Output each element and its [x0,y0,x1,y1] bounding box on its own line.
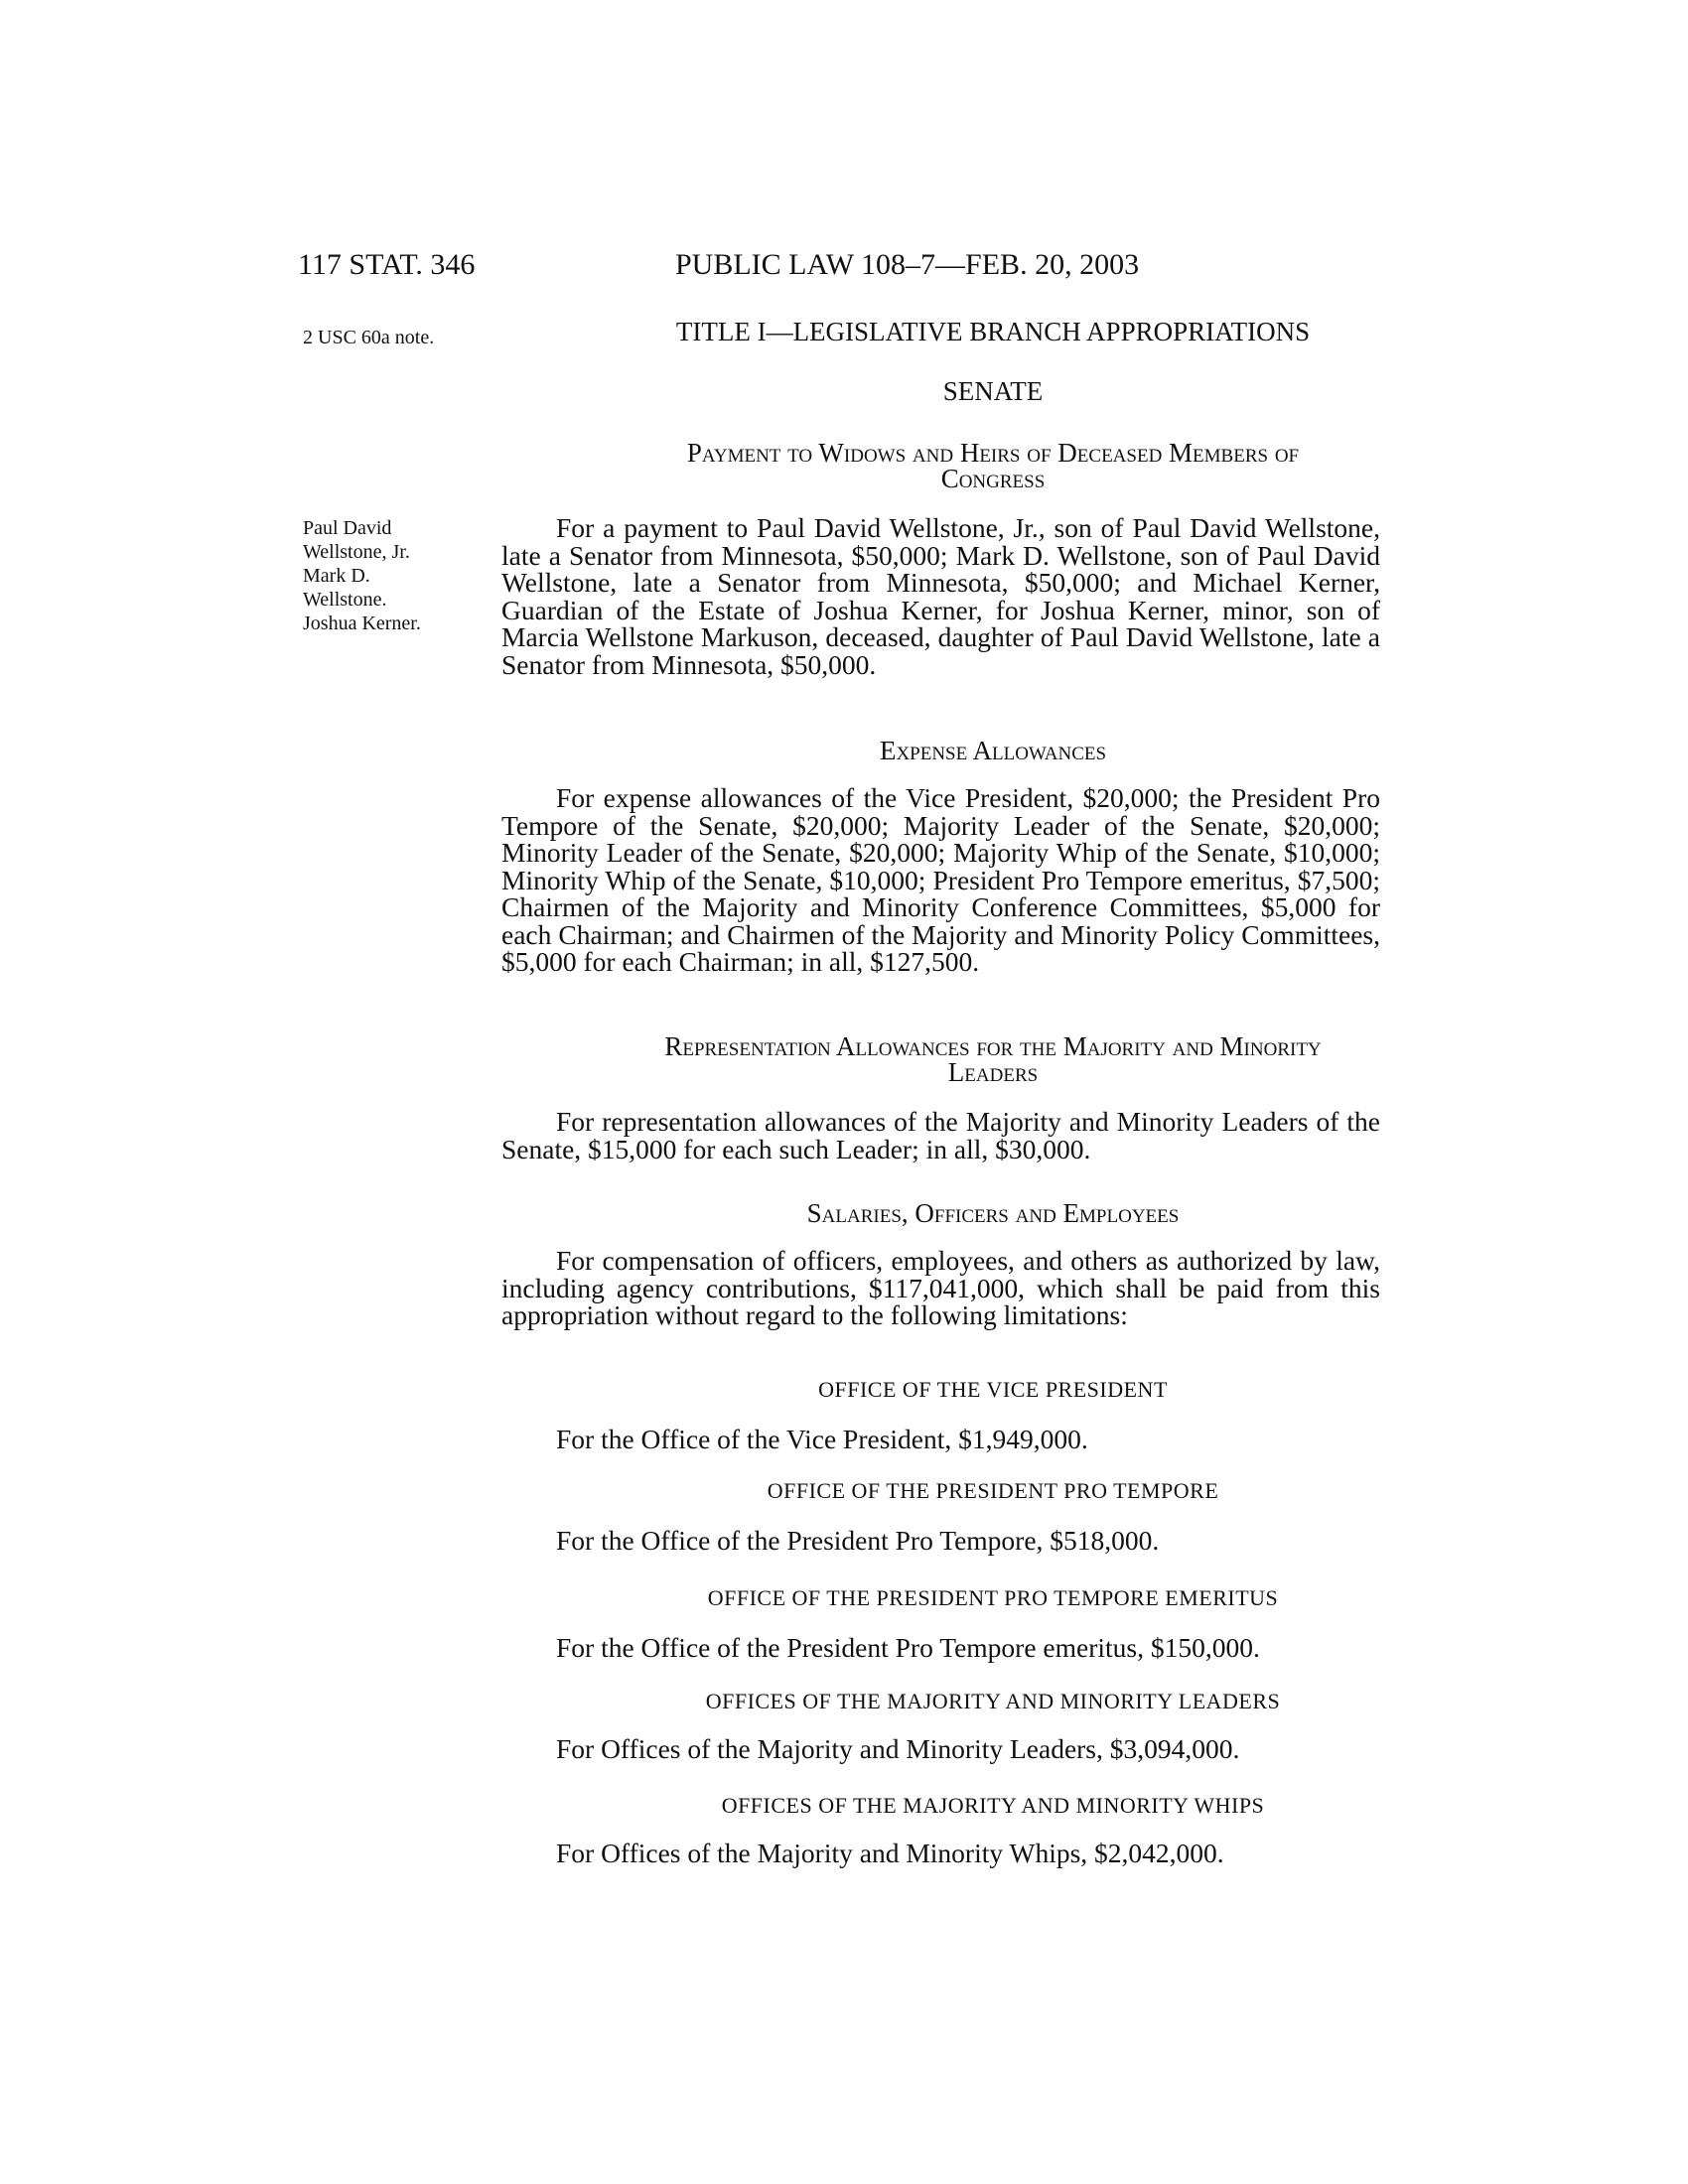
representation-heading-line1: Representation Allowances for the Majority and Minority [664,1031,1322,1061]
office-paragraph: For Offices of the Majority and Minority Whips, $2,042,000. [556,1838,1224,1868]
office-heading: OFFICE OF THE PRESIDENT PRO TEMPORE [767,1478,1219,1503]
names-margin-note [303,516,477,635]
margin-note-line: Wellstone, Jr. [303,541,410,563]
salaries-paragraph: For compensation of officers, employees, and others as authorized by law, including agency contributions, $117,041,000, which shall be paid from this appropriation without regard to the following limitations: [501,1245,1380,1330]
margin-note-line: Wellstone. [303,589,387,611]
office-heading: OFFICES OF THE MAJORITY AND MINORITY WHIPS [721,1793,1265,1818]
usc-margin-note: 2 USC 60a note. [303,327,435,348]
office-heading: OFFICE OF THE PRESIDENT PRO TEMPORE EMERITUS [707,1585,1279,1610]
margin-note-line: Paul David [303,517,392,539]
running-title: PUBLIC LAW 108–7—FEB. 20, 2003 [675,248,1140,281]
margin-note-line: Joshua Kerner. [303,613,421,634]
representation-heading-line2: Leaders [947,1057,1039,1087]
page-stat-number: 117 STAT. 346 [298,248,476,281]
office-paragraph: For the Office of the Vice President, $1,949,000. [556,1424,1088,1454]
representation-paragraph: For representation allowances of the Majority and Minority Leaders of the Senate, $15,000 for each such Leader; in all, $30,000. [501,1106,1380,1164]
office-paragraph: For the Office of the President Pro Tempore, $518,000. [556,1525,1160,1556]
senate-heading: SENATE [942,376,1044,406]
expense-paragraph: For expense allowances of the Vice President, $20,000; the President Pro Tempore of the Senate, $20,000; Majority Leader of the Senate, $20,000; Minority Leader of the Senate, $20,000; Majority Whip of the Senate, $10,000; Minority Whip of the Senate, $10,000; President Pro Tempore emeritus, $7,500; Chairmen of the Majority and Minority Conference Committees, $5,000 for each Chairman; and Chairmen of the Majority and Minority Policy Committees, $5,000 for each Chairman; in all, $127,500. [501,782,1380,977]
salaries-heading: Salaries, Officers and Employees [806,1198,1180,1228]
widows-heading-line2: Congress [940,464,1046,493]
expense-heading: Expense Allowances [879,736,1107,765]
title-heading: TITLE I—LEGISLATIVE BRANCH APPROPRIATIONS [675,317,1311,346]
office-paragraph: For the Office of the President Pro Tempore emeritus, $150,000. [556,1632,1260,1663]
office-paragraph: For Offices of the Majority and Minority Leaders, $3,094,000. [556,1733,1240,1764]
office-heading: OFFICES OF THE MAJORITY AND MINORITY LEADERS [705,1689,1281,1713]
margin-note-line: Mark D. [303,565,370,587]
widows-heading-line1: Payment to Widows and Heirs of Deceased Members of [686,438,1300,468]
office-heading: OFFICE OF THE VICE PRESIDENT [818,1377,1168,1402]
widows-paragraph: For a payment to Paul David Wellstone, Jr., son of Paul David Wellstone, late a Senator from Minnesota, $50,000; Mark D. Wellstone, son of Paul David Wellstone, late a Senator from Minnesota, $50,000; and Michael Kerner, Guardian of the Estate of Joshua Kerner, for Joshua Kerner, minor, son of Marcia Wellstone Markuson, deceased, daughter of Paul David Wellstone, late a Senator from Minnesota, $50,000. [501,512,1380,680]
